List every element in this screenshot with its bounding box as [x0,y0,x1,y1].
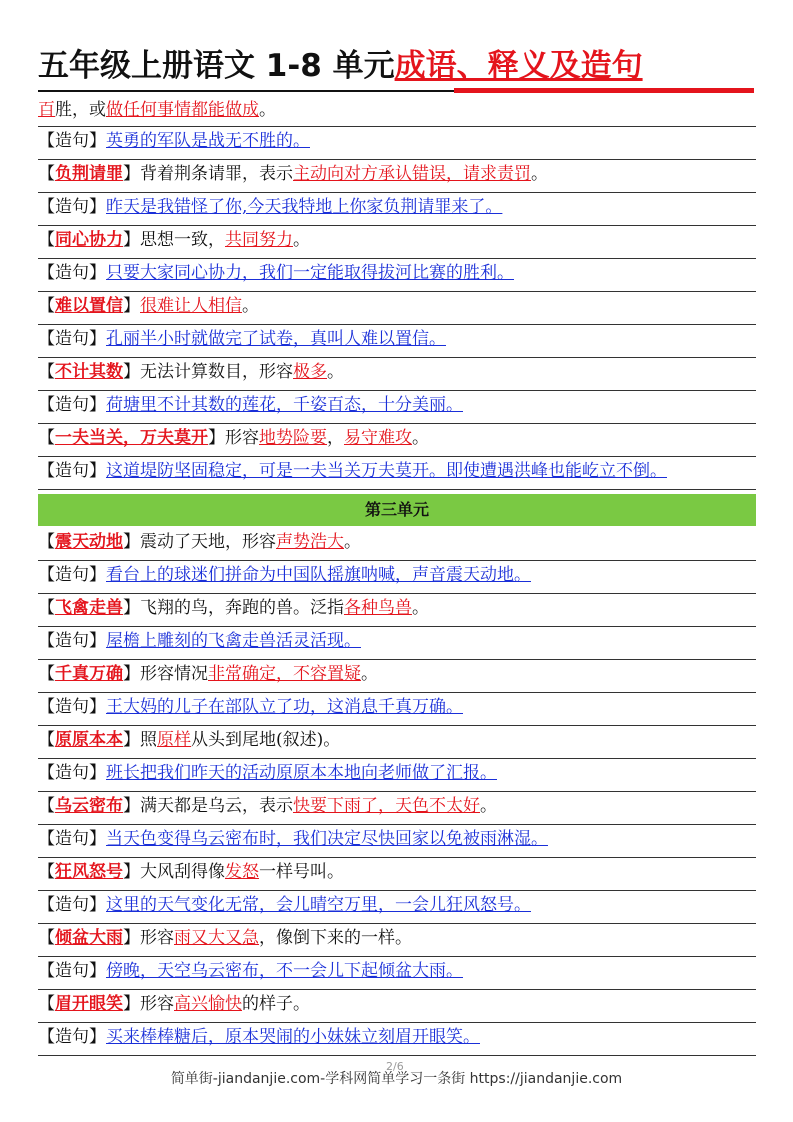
sentence-row [38,193,756,226]
definition-key: 高兴愉快 [174,994,242,1014]
bracket-open: 【 [38,829,55,849]
bracket-close: 】 [123,598,140,618]
bracket-close: 】 [123,796,140,816]
bracket-open: 【 [38,263,55,283]
sentence-tag: 造句 [55,395,89,415]
definition-key: 地势险要 [259,428,327,448]
sentence-row [38,391,756,424]
bracket-close: 】 [89,461,106,481]
definition-text: 形容情况 [140,664,208,684]
bracket-open: 【 [38,164,55,184]
bracket-open: 【 [38,532,55,552]
definition-text: 飞翔的鸟，奔跑的兽。泛指 [140,598,344,618]
sentence-tag: 造句 [55,631,89,651]
bracket-open: 【 [38,928,55,948]
definition-key: 很难让人相信 [140,296,242,316]
definition-text: 思想一致， [140,230,225,250]
example-sentence: 班长把我们昨天的活动原原本本地向老师做了汇报。 [106,763,497,783]
section-header: 第三单元 [38,494,756,526]
bracket-open: 【 [38,664,55,684]
definition-text: 从头到尾地(叙述)。 [191,730,341,750]
bracket-open: 【 [38,428,55,448]
sentence-row [38,259,756,292]
definition-key: 发怒 [225,862,259,882]
definition-text: ，像倒下来的一样。 [259,928,412,948]
bracket-close: 】 [123,532,140,552]
definition-key: 各种鸟兽 [344,598,412,618]
bracket-open: 【 [38,763,55,783]
intro-text: 胜，或 [55,100,106,120]
definition-key: 声势浩大 [276,532,344,552]
sentence-tag: 造句 [55,895,89,915]
sentence-row [38,891,756,924]
definition-text: 。 [412,598,429,618]
sentence-tag: 造句 [55,763,89,783]
definition-text: 。 [412,428,429,448]
example-sentence: 孔丽半小时就做完了试卷，真叫人难以置信。 [106,329,446,349]
sentence-row [38,127,756,160]
page-number: 2/6 [386,1060,404,1073]
sentence-row [38,1023,756,1056]
definition-text: 照 [140,730,157,750]
bracket-close: 】 [89,263,106,283]
bracket-open: 【 [38,565,55,585]
definition-row [38,924,756,957]
idiom-term: 难以置信 [55,296,123,316]
definition-text: 大风刮得像 [140,862,225,882]
bracket-open: 【 [38,131,55,151]
idiom-term: 不计其数 [55,362,123,382]
bracket-close: 】 [89,131,106,151]
definition-row [38,726,756,759]
idiom-term: 一夫当关，万夫莫开 [55,428,208,448]
definition-row [38,594,756,627]
bracket-open: 【 [38,631,55,651]
definition-text: 。 [327,362,344,382]
bracket-open: 【 [38,697,55,717]
definition-text: 。 [361,664,378,684]
definition-key: 快要下雨了，天色不太好 [293,796,480,816]
definition-text: 的样子。 [242,994,310,1014]
bracket-close: 】 [123,664,140,684]
idiom-term: 乌云密布 [55,796,123,816]
bracket-open: 【 [38,230,55,250]
definition-row [38,660,756,693]
example-sentence: 这里的天气变化无常，会儿晴空万里，一会儿狂风怒号。 [106,895,531,915]
definition-key: 易守难攻 [344,428,412,448]
sentence-tag: 造句 [55,961,89,981]
sentence-row [38,561,756,594]
sentence-row [38,759,756,792]
sentence-tag: 造句 [55,697,89,717]
entries-unit-2 [38,160,756,424]
sentence-row [38,957,756,990]
idiom-term: 飞禽走兽 [55,598,123,618]
idiom-term: 眉开眼笑 [55,994,123,1014]
sentence-tag: 造句 [55,1027,89,1047]
definition-text: 。 [531,164,548,184]
example-sentence: 只要大家同心协力，我们一定能取得拔河比赛的胜利。 [106,263,514,283]
bracket-close: 】 [89,197,106,217]
example-sentence: 这道堤防坚固稳定，可是一夫当关万夫莫开。即使遭遇洪峰也能屹立不倒。 [106,461,667,481]
bracket-open: 【 [38,796,55,816]
definition-row [38,226,756,259]
definition-key: 共同努力 [225,230,293,250]
sentence-row [38,825,756,858]
definition-text: 。 [480,796,497,816]
definition-row [38,292,756,325]
definition-text: 形容 [140,928,174,948]
definition-row [38,160,756,193]
definition-text: ， [327,428,344,448]
bracket-close: 】 [89,961,106,981]
bracket-close: 】 [123,862,140,882]
idiom-term: 负荆请罪 [55,164,123,184]
definition-row [38,792,756,825]
idiom-term: 同心协力 [55,230,123,250]
bracket-close: 】 [89,631,106,651]
bracket-open: 【 [38,296,55,316]
definition-key: 主动向对方承认错误，请求责罚 [293,164,531,184]
sentence-tag: 造句 [55,565,89,585]
bracket-close: 】 [89,697,106,717]
intro-end: 。 [259,100,276,120]
bracket-close: 】 [123,296,140,316]
definition-text: 。 [242,296,259,316]
idiom-term: 震天动地 [55,532,123,552]
page-title [38,38,758,94]
example-sentence: 傍晚，天空乌云密布，不一会儿下起倾盆大雨。 [106,961,463,981]
definition-text: 一样号叫。 [259,862,344,882]
definition-row [38,358,756,391]
bracket-close: 】 [89,565,106,585]
sentence-row [38,457,756,490]
bracket-open: 【 [38,197,55,217]
definition-row [38,424,756,457]
definition-row [38,990,756,1023]
bracket-close: 】 [89,895,106,915]
example-sentence: 屋檐上雕刻的飞禽走兽活灵活现。 [106,631,361,651]
bracket-open: 【 [38,598,55,618]
bracket-close: 】 [123,164,140,184]
bracket-open: 【 [38,329,55,349]
sentence-tag: 造句 [55,131,89,151]
title-part2: 成语、释义及造句 [394,48,643,84]
definition-row [38,858,756,891]
definition-text: 。 [344,532,361,552]
example-sentence: 看台上的球迷们拼命为中国队摇旗呐喊，声音震天动地。 [106,565,531,585]
intro-meaning: 做任何事情都能做成 [106,100,259,120]
title-underline [38,90,454,92]
bracket-open: 【 [38,1027,55,1047]
bracket-close: 】 [89,1027,106,1047]
bracket-open: 【 [38,961,55,981]
title-underline-red [454,88,754,93]
definition-text: 背着荆条请罪，表示 [140,164,293,184]
bracket-open: 【 [38,730,55,750]
idiom-term: 原原本本 [55,730,123,750]
definition-row [38,528,756,561]
definition-text: 。 [293,230,310,250]
title-part1: 五年级上册语文 1-8 单元 [38,48,395,84]
bracket-close: 】 [123,362,140,382]
bracket-close: 】 [89,829,106,849]
example-sentence: 昨天是我错怪了你,今天我特地上你家负荆请罪来了。 [106,197,503,217]
sentence-tag: 造句 [55,829,89,849]
sentence-tag: 造句 [55,461,89,481]
sentence-row [38,325,756,358]
bracket-close: 】 [208,428,225,448]
definition-key: 极多 [293,362,327,382]
entries-unit-3 [38,528,756,1056]
example-sentence: 英勇的军队是战无不胜的。 [106,131,310,151]
definition-text: 形容 [225,428,259,448]
idiom-term: 倾盆大雨 [55,928,123,948]
bracket-open: 【 [38,461,55,481]
bracket-close: 】 [89,395,106,415]
bracket-open: 【 [38,395,55,415]
bracket-close: 】 [89,763,106,783]
footer-text: 简单街-jiandanjie.com-学科网简单学习一条街 https://jiandanjie.com [170,1071,623,1087]
bracket-open: 【 [38,994,55,1014]
idiom-list [38,96,756,1056]
definition-row [38,96,756,127]
intro-pre: 百 [38,100,55,120]
example-sentence: 买来棒棒糖后，原本哭闹的小妹妹立刻眉开眼笑。 [106,1027,480,1047]
example-sentence: 荷塘里不计其数的莲花，千姿百态，十分美丽。 [106,395,463,415]
definition-key: 非常确定，不容置疑 [208,664,361,684]
bracket-close: 】 [123,928,140,948]
definition-text: 满天都是乌云，表示 [140,796,293,816]
definition-key: 雨又大又急 [174,928,259,948]
sentence-tag: 造句 [55,263,89,283]
bracket-open: 【 [38,362,55,382]
definition-key: 原样 [157,730,191,750]
bracket-open: 【 [38,862,55,882]
example-sentence: 王大妈的儿子在部队立了功，这消息千真万确。 [106,697,463,717]
definition-text: 无法计算数目，形容 [140,362,293,382]
definition-text: 震动了天地，形容 [140,532,276,552]
bracket-open: 【 [38,895,55,915]
sentence-tag: 造句 [55,197,89,217]
definition-text: 形容 [140,994,174,1014]
sentence-row [38,693,756,726]
bracket-close: 】 [123,730,140,750]
idiom-term: 狂风怒号 [55,862,123,882]
bracket-close: 】 [89,329,106,349]
sentence-tag: 造句 [55,329,89,349]
bracket-close: 】 [123,230,140,250]
bracket-close: 】 [123,994,140,1014]
sentence-row [38,627,756,660]
example-sentence: 当天色变得乌云密布时，我们决定尽快回家以免被雨淋湿。 [106,829,548,849]
idiom-term: 千真万确 [55,664,123,684]
